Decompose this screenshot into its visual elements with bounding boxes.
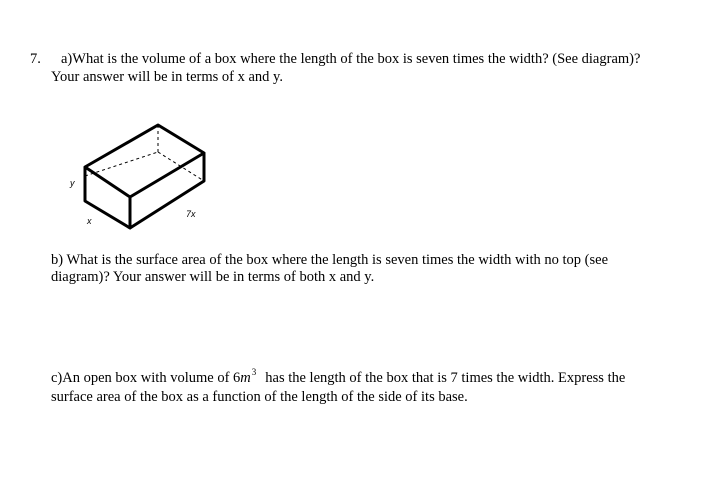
part-c-line-2: surface area of the box as a function of the length of the side of its base. bbox=[51, 389, 468, 405]
label-height-y: y bbox=[70, 178, 75, 188]
part-c-unit: m bbox=[240, 370, 251, 386]
hidden-edge-back-bottom bbox=[85, 152, 158, 176]
box-diagram-svg bbox=[60, 120, 220, 235]
part-c-line-1 bbox=[51, 369, 625, 388]
part-a-line-2: Your answer will be in terms of x and y. bbox=[51, 69, 283, 85]
part-b-line-2: diagram)? Your answer will be in terms of both x and y. bbox=[51, 269, 375, 285]
label-width-x: x bbox=[87, 216, 92, 226]
part-c-suffix: has the length of the box that is 7 times the width. Express the bbox=[265, 370, 626, 386]
question-number: 7. bbox=[30, 51, 41, 67]
box-diagram bbox=[60, 120, 220, 240]
part-a-line-1: a)What is the volume of a box where the length of the box is seven times the width? (See diagram)? bbox=[61, 51, 641, 67]
part-b-line-1: b) What is the surface area of the box where the length is seven times the width with no top (see bbox=[51, 252, 609, 268]
part-c-prefix: c)An open box with volume of 6 bbox=[51, 370, 241, 386]
top-face bbox=[85, 125, 204, 197]
part-c-exponent: 3 bbox=[251, 367, 257, 377]
label-length-7x: 7x bbox=[186, 209, 196, 219]
